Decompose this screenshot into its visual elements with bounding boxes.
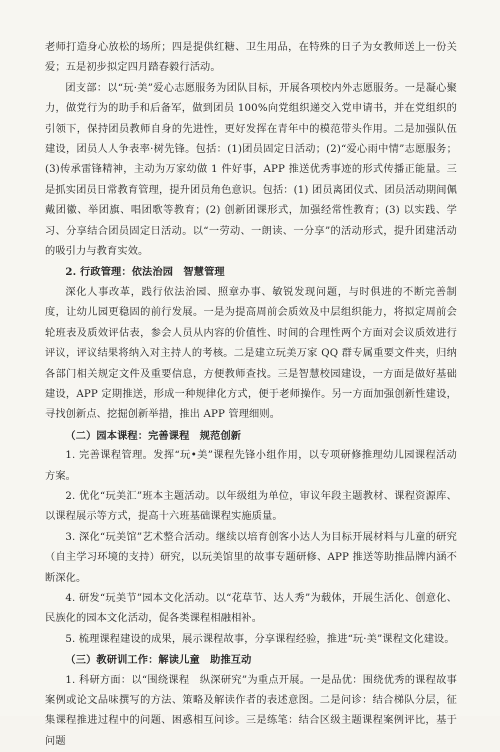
paragraph-research-1: 1. 科研方面：以“围绕课程 纵深研究”为重点开展。一是品优：围绕优秀的课程故事案例或论文品味撰写的方法、策略及解读作者的表述意图。二是问诊：结合梯队分层，征集课程推进过程中的问题、困惑相互问诊。三是练笔：结合区级主题课程案例评比，基于问题 xyxy=(45,674,457,747)
paragraph-curriculum-1: 1. 完善课程管理。发挥“玩•美”课程先锋小组作用，以专项研修推理幼儿园课程活动方案。 xyxy=(45,450,457,482)
heading-curriculum: （二）园本课程：完善课程 规范创新 xyxy=(65,429,242,442)
paragraph-continuation: 老师打造身心放松的场所；四是提供红糖、卫生用品，在特殊的日子为女教师送上一份关爱；五是初步拟定四月踏春毅行活动。 xyxy=(45,42,457,74)
paragraph-curriculum-2: 2. 优化“玩美汇”班本主题活动。以年级组为单位，审议年段主题教材、课程资源库、以课程展示等方式，提高十六班基础课程实施质量。 xyxy=(45,490,457,523)
paragraph-curriculum-4: 4. 研发“玩美节”园本文化活动。以“花草节、达人秀”为载体，开展生活化、创意化、民族化的园本文化活动，促各类课程相融相补。 xyxy=(45,592,457,625)
paragraph-curriculum-5: 5. 梳理课程建设的成果，展示课程故事，分享课程经验，推进“玩·美”课程文化建设。 xyxy=(65,633,455,645)
heading-teaching-research: （三）教研训工作：解读儿童 助推互动 xyxy=(65,654,252,667)
paragraph-administration: 深化人事改革，践行依法治园、照章办事、敏锐发现问题，与时俱进的不断完善制度，让幼儿园更稳固的前行发展。一是为提高周前会质效及中层组织能力，将拟定周前会轮班表及质效评估表，参会人员从内容的价值性、时间的合理性两个方面对会议质效进行评议，评议结果将纳入对主持人的考核。二是建立玩美万家 QQ 群专属重要文件夹，归纳各部门相关规定文件及重要信息，方便教师查找。三是智慧校园建设，一方面是做好基础建设，APP 定期推送，形成一种规律化方式，便于老师操作。另一方面加强创新性建设，寻找创新点、挖掘创新举措，推出 APP 管理细则。 xyxy=(45,286,457,421)
paragraph-curriculum-3: 3. 深化“玩美馆”艺术整合活动。继续以培育创客小达人为目标开展材料与儿童的研究（自主学习环境的支持）研究，以玩美馆里的故事专题研修、APP 推送等助推品牌内涵不断深化。 xyxy=(45,531,457,584)
document-body xyxy=(45,38,457,752)
heading-administration: 2. 行政管理：依法治园 智慧管理 xyxy=(65,266,225,279)
paragraph-youth-league: 团支部：以“玩·美”爱心志愿服务为团队目标，开展各项校内外志愿服务。一是凝心聚力，做党行为的助手和后备军，做到团员 100%向党组织递交入党申请书，并在党组织的引领下，保持团员教师自身的先进性，更好发挥在青年中的模范带头作用。二是加强队伍建设，团员人人争表率·树先锋。包括：(1)团员固定日活动；(2)“爱心雨中情”志愿服务；(3)传承雷锋精神，主动为万家幼做 1 件好事，APP 推送优秀事迹的形式传播正能量。三是抓实团员日常教育管理，提升团员角色意识。包括：(1) 团员离团仪式、团员活动期间佩戴团徽、举团旗、唱团歌等教育；(2) 创新团课形式，加强经常性教育；(3) 以实践、学习、分享结合团员固定日活动。以“一劳动、一朗读、一分享”的活动形式，提升团建活动的吸引力与教育实效。 xyxy=(45,82,457,258)
